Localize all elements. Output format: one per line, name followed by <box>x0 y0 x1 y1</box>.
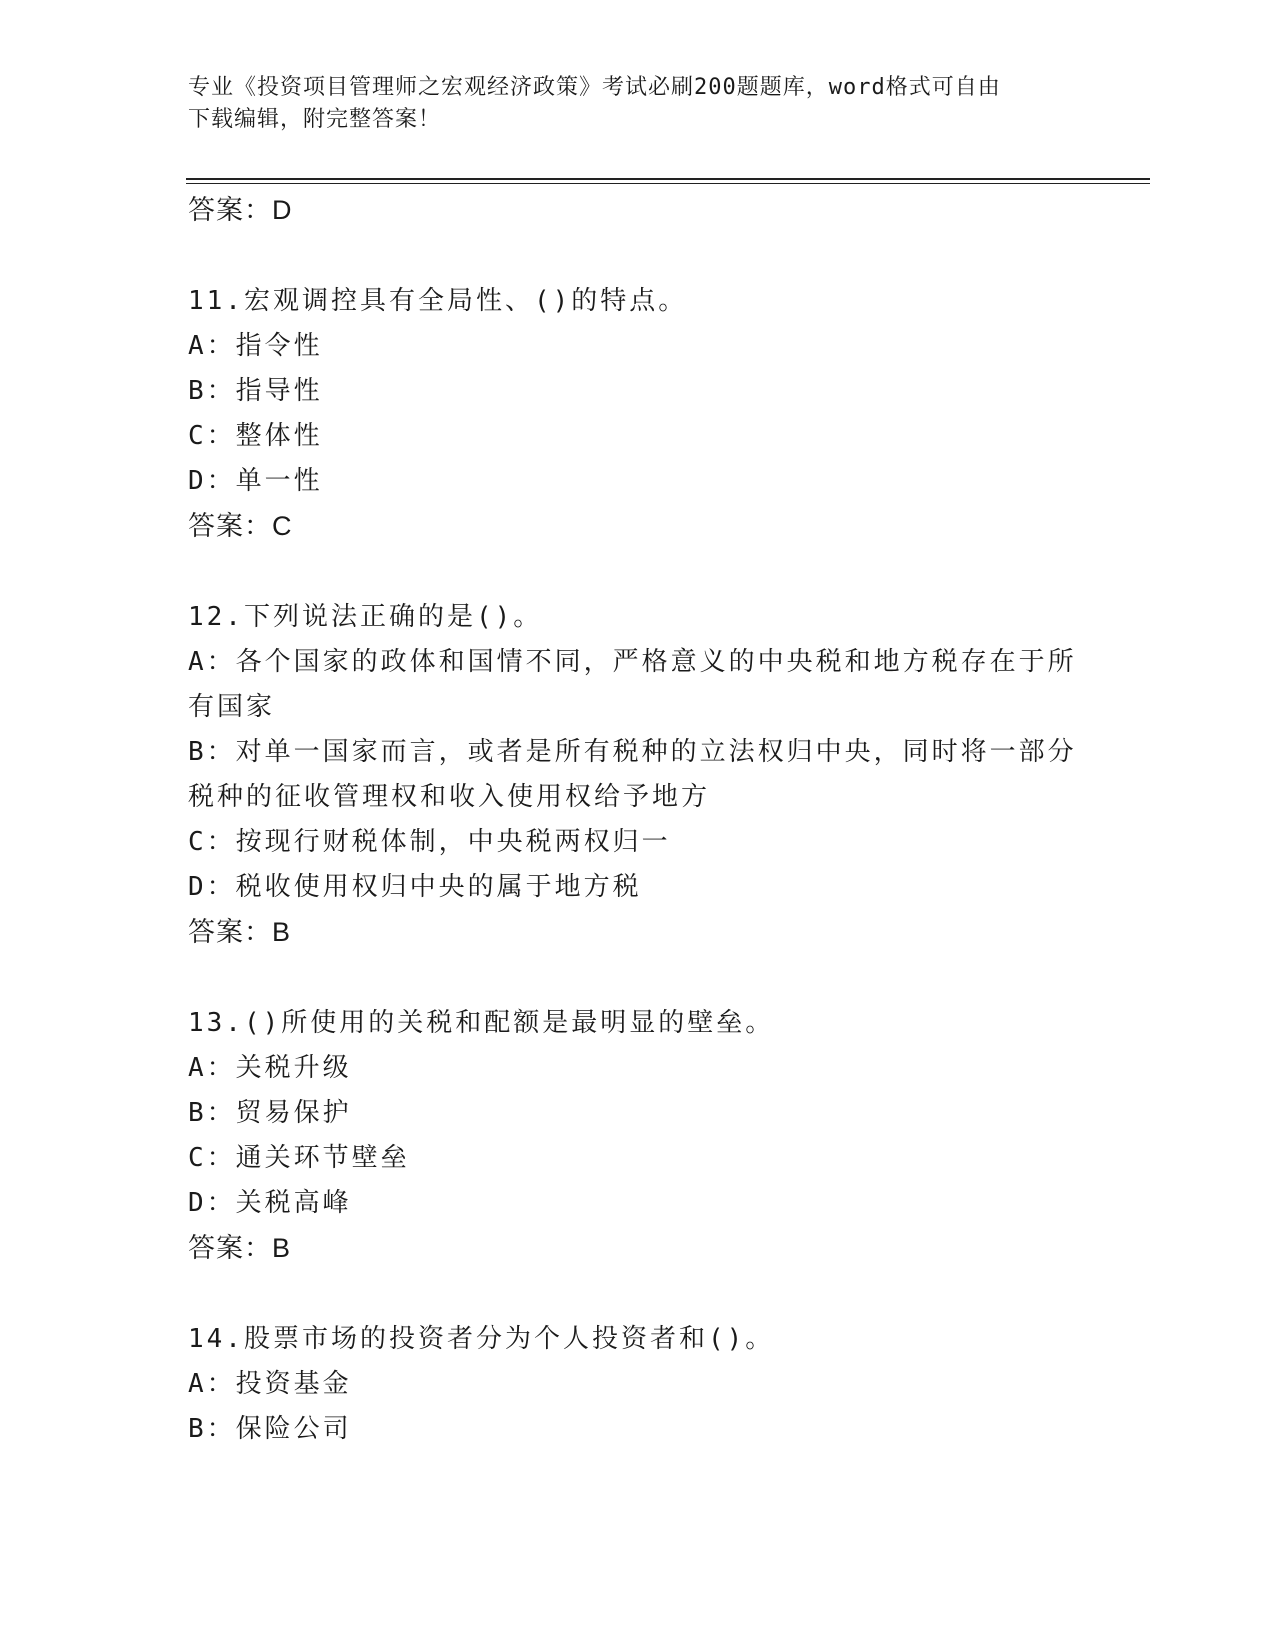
option-a-line-1: A：各个国家的政体和国情不同，严格意义的中央税和地方税存在于所 <box>188 647 1077 677</box>
option-d: D：关税高峰 <box>188 1188 352 1218</box>
question-14 <box>188 1317 1088 1452</box>
option-d: D：税收使用权归中央的属于地方税 <box>188 872 642 902</box>
header-line-2: 下载编辑，附完整答案！ <box>188 107 442 132</box>
option-c: C：按现行财税体制，中央税两权归一 <box>188 827 671 857</box>
answer-previous: 答案：D <box>188 195 293 225</box>
option-a: A：关税升级 <box>188 1053 352 1083</box>
question-stem: 13.()所使用的关税和配额是最明显的壁垒。 <box>188 1008 775 1038</box>
question-11 <box>188 279 1088 549</box>
question-stem: 11.宏观调控具有全局性、()的特点。 <box>188 286 688 316</box>
document-header <box>188 72 1068 136</box>
option-a: A：指令性 <box>188 331 323 361</box>
header-divider-thick <box>186 178 1150 180</box>
question-content <box>188 188 1088 1452</box>
option-b: B：贸易保护 <box>188 1098 352 1128</box>
header-divider-thin <box>186 183 1150 184</box>
answer: 答案：B <box>188 917 292 947</box>
question-13 <box>188 1001 1088 1271</box>
option-d: D：单一性 <box>188 466 323 496</box>
option-c: C：通关环节壁垒 <box>188 1143 410 1173</box>
header-line-1: 专业《投资项目管理师之宏观经济政策》考试必刷200题题库，word格式可自由 <box>188 75 1001 100</box>
question-stem: 14.股票市场的投资者分为个人投资者和()。 <box>188 1324 775 1354</box>
answer: 答案：C <box>188 511 293 541</box>
option-b-line-1: B：对单一国家而言，或者是所有税种的立法权归中央，同时将一部分 <box>188 737 1077 767</box>
option-a-line-2: 有国家 <box>188 692 276 722</box>
option-b: B：保险公司 <box>188 1414 352 1444</box>
answer: 答案：B <box>188 1233 292 1263</box>
option-a: A：投资基金 <box>188 1369 352 1399</box>
option-b: B：指导性 <box>188 376 323 406</box>
question-12 <box>188 595 1088 955</box>
option-c: C：整体性 <box>188 421 323 451</box>
option-b-line-2: 税种的征收管理权和收入使用权给予地方 <box>188 782 711 812</box>
question-stem: 12.下列说法正确的是()。 <box>188 602 543 632</box>
